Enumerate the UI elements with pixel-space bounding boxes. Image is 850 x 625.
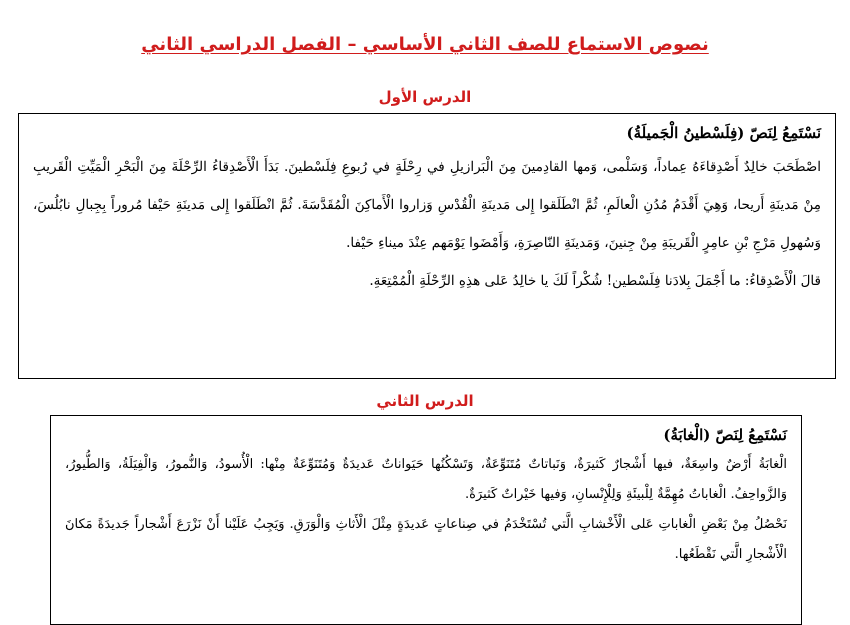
lesson-1-heading: الدرس الأول	[378, 88, 472, 106]
lesson-2-text-box	[50, 415, 802, 625]
lesson-1-paragraph-1: اصْطَحَبَ خالِدٌ أَصْدِقاءَهُ عِماداً، وَسَلْمى، وَمها القادِمينَ مِنَ الْبَرازيلِ في رِحْلَةٍ في رُبوعِ فِلَسْطينَ. بَدَأَ الْأَصْدِقاءُ الرِّحْلَةَ مِنَ الْبَحْرِ الْمَيِّتِ الْقَريبِ مِنْ مَدينَةِ أَريحا، وَهِيَ أَقْدَمُ مُدُنِ الْعالَمِ، ثُمَّ انْطَلَقوا إِلى مَدينَةِ الْقُدْسِ وَزاروا الْأَماكِنَ الْمُقَدَّسَةَ. ثُمَّ انْطَلَقوا إِلى مَدينَةِ حَيْفا مُروراً بِجِبالِ نابُلُسَ، وَسُهولِ مَرْجِ بْنِ عامِرٍ الْقَريبَةِ مِنْ جِنينَ، وَمَدينَةِ النّاصِرَةِ، وَأَمْضَوا يَوْمَهم عِنْدَ ميناءِ حَيْفا.	[33, 159, 821, 251]
lesson-2-paragraph-1: الْغابَةُ أَرْضٌ واسِعَةٌ، فيها أَشْجارٌ كَثيرَةٌ، وَنَباتاتٌ مُتَنَوِّعَةٌ، وَتَسْكُنُها حَيَواناتٌ عَديدَةٌ وَمُتَنَوِّعَةٌ مِنْها: الْأُسودُ، وَالنُّمورُ، وَالْفِيَلَةُ، وَالطُّيورُ، وَالزَّواحِفُ. الْغاباتُ مُهِمَّةٌ لِلْبيئَةِ وَلِلْإِنْسانِ، وَفيها خَيْراتٌ كَثيرَةٌ.	[65, 457, 787, 502]
lesson-1-title: نَسْتَمِعُ لِنَصّ (فِلَسْطينُ الْجَميلَةُ)	[626, 124, 821, 142]
lesson-2-heading: الدرس الثاني	[376, 392, 474, 410]
lesson-2-paragraph-2: نَحْصُلُ مِنْ بَعْضِ الْغاباتِ عَلى الْأَخْشابِ الَّتي تُسْتَخْدَمُ في صِناعاتٍ عَديدَةٍ مِثْلَ الْأَثاثِ وَالْوَرَقِ. وَيَجِبُ عَلَيْنا أَنْ نَزْرَعَ أَشْجاراً جَديدَةً مَكانَ الْأَشْجارِ الَّتي نَقْطَعُها.	[65, 517, 787, 562]
lesson-1-paragraph-2: قالَ الْأَصْدِقاءُ: ما أَجْمَلَ بِلادَنا فِلَسْطين! شُكْراً لَكَ يا خالِدُ عَلى هذِهِ الرِّحْلَةِ الْمُمْتِعَةِ.	[369, 273, 821, 289]
lesson-2-title: نَسْتَمِعُ لِنَصّ (الْغابَةُ)	[663, 426, 787, 444]
lesson-1-text-box	[18, 113, 836, 379]
page-title: نصوص الاستماع للصف الثاني الأساسي – الفصل الدراسي الثاني	[141, 34, 709, 55]
